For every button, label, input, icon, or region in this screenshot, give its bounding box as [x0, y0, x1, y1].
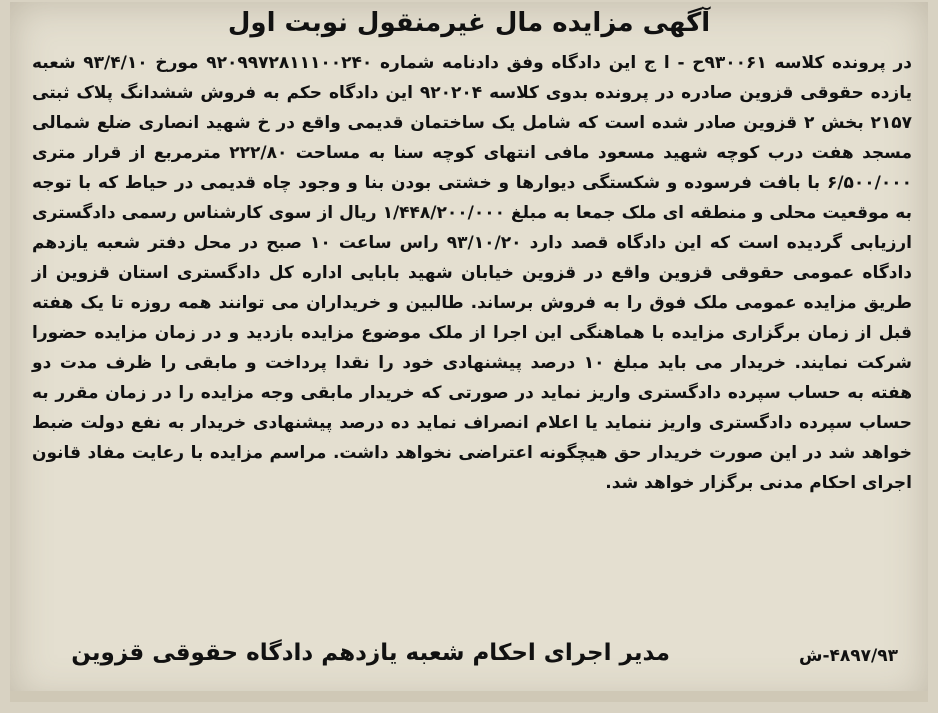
notice-body: در پرونده کلاسه ۹۳۰۰۶۱ح - ا ج این دادگاه وفق دادنامه شماره ۹۲۰۹۹۷۲۸۱۱۱۰۰۲۴۰ مورخ ۹۳/۴/۱۰ شعبه یازده حقوقی قزوین صادره در پرونده بدوی کلاسه ۹۲۰۲۰۴ این دادگاه حکم به فروش ششدانگ پلاک ثبتی ۲۱۵۷ بخش ۲ قزوین صادر شده است که شامل یک ساختمان قدیمی واقع در خ شهید انصاری ضلع شمالی مسجد هفت درب کوچه شهید مسعود مافی انتهای کوچه سنا به مساحت ۲۲۲/۸۰ مترمربع از قرار متری ۶/۵۰۰/۰۰۰ با بافت فرسوده و شکستگی دیوارها و خشتی بودن بنا و وجود چاه قدیمی در حیاط که با توجه به موقعیت محلی و منطقه ای ملک جمعا به مبلغ ۱/۴۴۸/۲۰۰/۰۰۰ ریال از سوی کارشناس رسمی دادگستری ارزیابی گردیده است که این دادگاه قصد دارد ۹۳/۱۰/۲۰ راس ساعت ۱۰ صبح در محل دفتر شعبه یازدهم دادگاه عمومی حقوقی قزوین واقع در قزوین خیابان شهید بابایی اداره کل دادگستری استان قزوین از طریق مزایده عمومی ملک فوق را به فروش برساند. طالبین و خریداران می توانند همه روزه تا یک هفته قبل از زمان برگزاری مزایده با هماهنگی این اجرا از ملک موضوع مزایده بازدید و در زمان مزایده حضورا شرکت نمایند. خریدار می باید مبلغ ۱۰ درصد پیشنهادی خود را نقدا پرداخت و مابقی را ظرف مدت دو هفته به حساب سپرده دادگستری واریز نماید در صورتی که خریدار مابقی وجه مزایده را در زمان مقرر به حساب سپرده دادگستری واریز ننماید یا اعلام انصراف نماید ده درصد پیشنهادی خریدار به نفع دولت ضبط خواهد شد در این صورت خریدار حق هیچگونه اعتراضی نخواهد داشت. مراسم مزایده با رعایت مفاد قانون اجرای احکام مدنی برگزار خواهد شد.: [32, 53, 913, 493]
newspaper-clipping: [10, 2, 928, 702]
notice-code: ۴۸۹۷/۹۳-ش: [799, 646, 898, 666]
notice-title: آگهی مزایده مال غیرمنقول نوبت اول: [227, 8, 711, 38]
page-edge: [10, 691, 928, 702]
notice-signature: مدیر اجرای احکام شعبه یازدهم دادگاه حقوقی قزوین: [71, 640, 670, 666]
